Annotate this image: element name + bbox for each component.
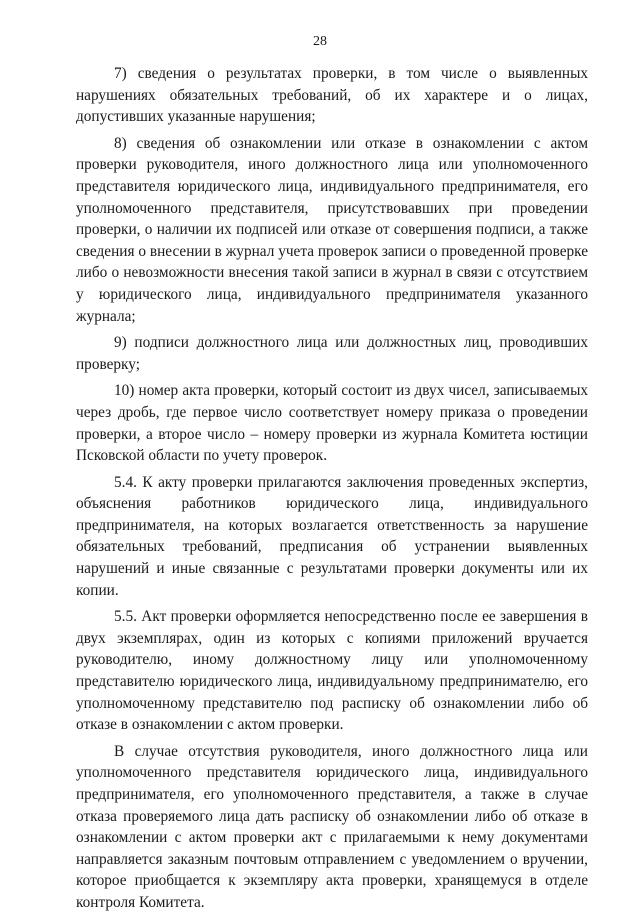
paragraph-item-9: 9) подписи должностного лица или должностных лиц, проводивших проверку; <box>76 334 588 373</box>
paragraph-item-8: 8) сведения об ознакомлении или отказе в ознакомлении с актом проверки руководителя, иного должностного лица или уполномоченного представителя юридического лица, индивидуального предпринимателя, его уполномоченного представителя, присутствовавших при проведении проверки, о наличии их подписей или отказе от совершения подписи, а также сведения о внесении в журнал учета проверок записи о проведенной проверке либо о невозможности внесения такой записи в журнал в связи с отсутствием у юридического лица, индивидуального предпринимателя указанного журнала; <box>76 134 588 325</box>
page-number: 28 <box>313 34 327 49</box>
paragraph-absence-case: В случае отсутствия руководителя, иного должностного лица или уполномоченного представителя юридического лица, индивидуального предпринимателя, его уполномоченного представителя, а также в случае отказа проверяемого лица дать расписку об ознакомлении либо об отказе в ознакомлении с актом проверки акт с прилагаемыми к нему документами направляется заказным почтовым отправлением с уведомлением о вручении, которое приобщается к экземпляру акта проверки, хранящемуся в отделе контроля Комитета. <box>76 742 588 911</box>
paragraph-item-7: 7) сведения о результатах проверки, в том числе о выявленных нарушениях обязательных требований, об их характере и о лицах, допустивших указанные нарушения; <box>76 65 588 126</box>
paragraph-item-10: 10) номер акта проверки, который состоит из двух чисел, записываемых через дробь, где первое число соответствует номеру приказа о проведении проверки, а второе число – номеру проверки из журнала Комитета юстиции Псковской области по учету проверок. <box>76 382 588 465</box>
paragraph-section-5-5: 5.5. Акт проверки оформляется непосредственно после ее завершения в двух экземплярах, один из которых с копиями приложений вручается руководителю, иному должностному лицу или уполномоченному представителю юридического лица, индивидуальному предпринимателю, его уполномоченному представителю под расписку об ознакомлении либо об отказе в ознакомлении с актом проверки. <box>76 608 588 734</box>
document-body <box>76 63 588 914</box>
paragraph-section-5-4: 5.4. К акту проверки прилагаются заключения проведенных экспертиз, объяснения работников юридического лица, индивидуального предпринимателя, на которых возлагается ответственность за нарушение обязательных требований, предписания об устранении выявленных нарушений и иные связанные с результатами проверки документы или их копии. <box>76 473 588 599</box>
